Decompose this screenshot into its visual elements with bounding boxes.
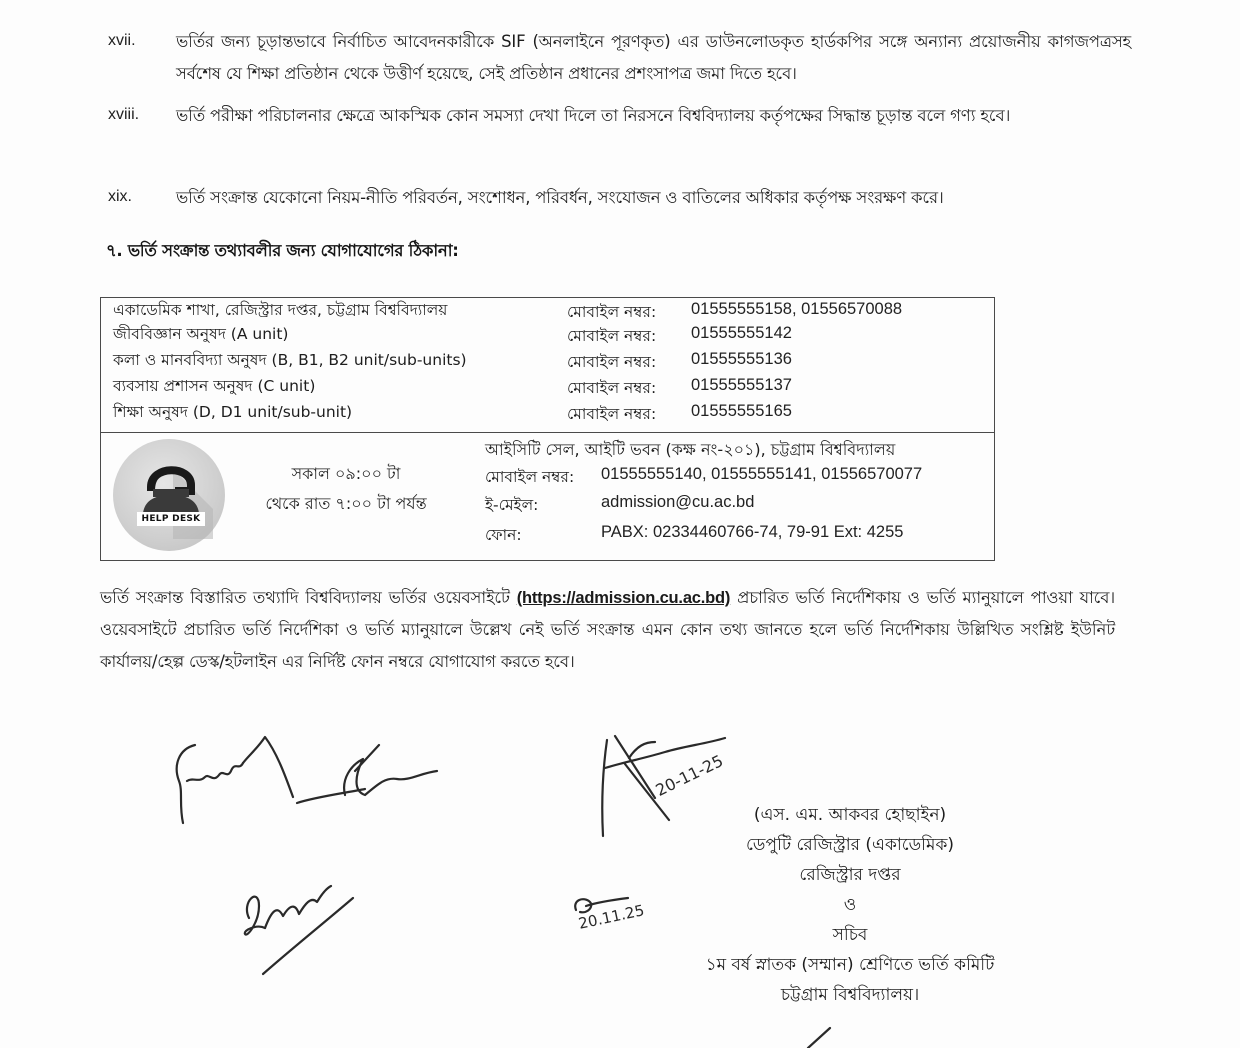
clause-number: xvii. xyxy=(108,32,136,49)
mobile-label: মোবাইল নম্বর: xyxy=(567,353,657,371)
contact-table xyxy=(100,297,995,561)
office-row xyxy=(101,400,994,426)
email-label: ই-মেইল: xyxy=(485,496,539,514)
signatory-office: রেজিস্ট্রার দপ্তর xyxy=(799,865,901,885)
mobile-number: 01555555165 xyxy=(691,402,792,420)
signatory-name: (এস. এম. আকবর হোছাইন) xyxy=(753,805,947,825)
mobile-label: মোবাইল নম্বর: xyxy=(567,327,657,345)
helpdesk-hours xyxy=(246,459,446,519)
clause-number: xix. xyxy=(108,188,132,205)
office-row xyxy=(101,322,994,348)
initial-date: 20.11.25 xyxy=(576,901,646,933)
email-address[interactable]: admission@cu.ac.bd xyxy=(601,493,755,511)
mobile-label: মোবাইল নম্বর: xyxy=(567,303,657,321)
ict-cell-location: আইসিটি সেল, আইটি ভবন (কক্ষ নং-২০১), চট্টগ্রাম বিশ্ববিদ্যালয় xyxy=(485,440,896,459)
details-text-before: ভর্তি সংক্রান্ত বিস্তারিত তথ্যাদি বিশ্ববিদ্যালয় ভর্তির ওয়েবসাইটে xyxy=(100,588,517,607)
signatory-university: চট্টগ্রাম বিশ্ববিদ্যালয়। xyxy=(780,985,920,1005)
clause-text: ভর্তি সংক্রান্ত যেকোনো নিয়ম-নীতি পরিবর্তন, সংশোধন, পরিবর্ধন, সংযোজন ও বাতিলের অধিকার কর্তৃপক্ষ সংরক্ষণ করে। xyxy=(176,188,944,207)
helpdesk-block xyxy=(101,433,994,561)
section-heading-contact: ৭. ভর্তি সংক্রান্ত তথ্যাবলীর জন্য যোগাযোগের ঠিকানা: xyxy=(106,241,459,260)
details-text-after: প্রচারিত ভর্তি নির্দেশিকায় ও ভর্তি ম্যানুয়ালে পাওয়া যাবে। ওয়েবসাইটে প্রচারিত ভর্তি নির্দেশিকা ও ভর্তি ম্যানুয়ালে উল্লেখ নেই ভর্তি সংক্রান্ত এমন কোন তথ্য জানতে হলে ভর্তি নির্দেশিকায় উল্লিখিত সংশ্লিষ্ট ইউনিট কার্যালয়/হেল্প ডেস্ক/হটলাইন এর নির্দিষ্ট ফোন নম্বরে যোগাযোগ করতে হবে। xyxy=(100,588,1115,671)
mobile-number: 01555555136 xyxy=(691,350,792,368)
hours-end: থেকে রাত ৭:০০ টা পর্যন্ত xyxy=(265,494,427,513)
mobile-numbers: 01555555140, 01555555141, 01556570077 xyxy=(601,465,923,483)
office-name: ব্যবসায় প্রশাসন অনুষদ (C unit) xyxy=(113,377,316,395)
office-row xyxy=(101,298,994,324)
pabx-number: PABX: 02334460766-74, 79-91 Ext: 4255 xyxy=(601,523,904,541)
clause-number: xviii. xyxy=(108,106,140,123)
admission-website-link[interactable]: (https://admission.cu.ac.bd) xyxy=(516,589,731,607)
signatory-committee: ১ম বর্ষ স্নাতক (সম্মান) শ্রেণিতে ভর্তি কমিটি xyxy=(705,955,995,975)
office-row xyxy=(101,374,994,400)
clause-text: ভর্তির জন্য চূড়ান্তভাবে নির্বাচিত আবেদনকারীকে SIF (অনলাইনে পূরণকৃত) এর ডাউনলোডকৃত হার্ডকপির সঙ্গে অন্যান্য প্রয়োজনীয় কাগজপত্রসহ সর্বশেষ যে শিক্ষা প্রতিষ্ঠান থেকে উত্তীর্ণ হয়েছে, সেই প্রতিষ্ঠান প্রধানের প্রশংসাপত্র জমা দিতে হবে। xyxy=(176,32,1131,83)
signatory-block xyxy=(640,800,1060,1010)
office-name: কলা ও মানববিদ্যা অনুষদ (B, B1, B2 unit/sub-units) xyxy=(113,351,467,369)
signature-date: 20-11-25 xyxy=(652,751,727,800)
helpdesk-logo xyxy=(113,439,225,551)
phone-label: ফোন: xyxy=(485,526,522,544)
office-name: একাডেমিক শাখা, রেজিস্ট্রার দপ্তর, চট্টগ্রাম বিশ্ববিদ্যালয় xyxy=(113,301,448,319)
office-name: শিক্ষা অনুষদ (D, D1 unit/sub-unit) xyxy=(113,403,353,421)
headset-person-icon xyxy=(113,439,225,551)
office-name: জীববিজ্ঞান অনুষদ (A unit) xyxy=(113,325,289,343)
mobile-label: মোবাইল নম্বর: xyxy=(485,468,575,486)
hours-start: সকাল ০৯:০০ টা xyxy=(291,464,401,483)
mobile-number: 01555555142 xyxy=(691,324,792,342)
mobile-number: 01555555158, 01556570088 xyxy=(691,300,903,318)
mobile-label: মোবাইল নম্বর: xyxy=(567,405,657,423)
signatory-role: সচিব xyxy=(832,925,868,945)
faculty-offices-block xyxy=(101,298,994,433)
clause-text: ভর্তি পরীক্ষা পরিচালনার ক্ষেত্রে আকস্মিক কোন সমস্যা দেখা দিলে তা নিরসনে বিশ্ববিদ্যালয় কর্তৃপক্ষের সিদ্ধান্ত চূড়ান্ত বলে গণ্য হবে। xyxy=(176,106,1011,125)
signature-3 xyxy=(235,862,365,977)
helpdesk-logo-label: HELP DESK xyxy=(137,512,205,526)
signatory-conjunction: ও xyxy=(843,895,857,915)
mobile-number: 01555555137 xyxy=(691,376,792,394)
office-row xyxy=(101,348,994,374)
details-paragraph xyxy=(100,582,1115,678)
signatory-designation: ডেপুটি রেজিস্ট্রার (একাডেমিক) xyxy=(746,835,954,855)
signature-1 xyxy=(165,725,455,840)
signature-fragment xyxy=(800,1024,850,1048)
mobile-label: মোবাইল নম্বর: xyxy=(567,379,657,397)
